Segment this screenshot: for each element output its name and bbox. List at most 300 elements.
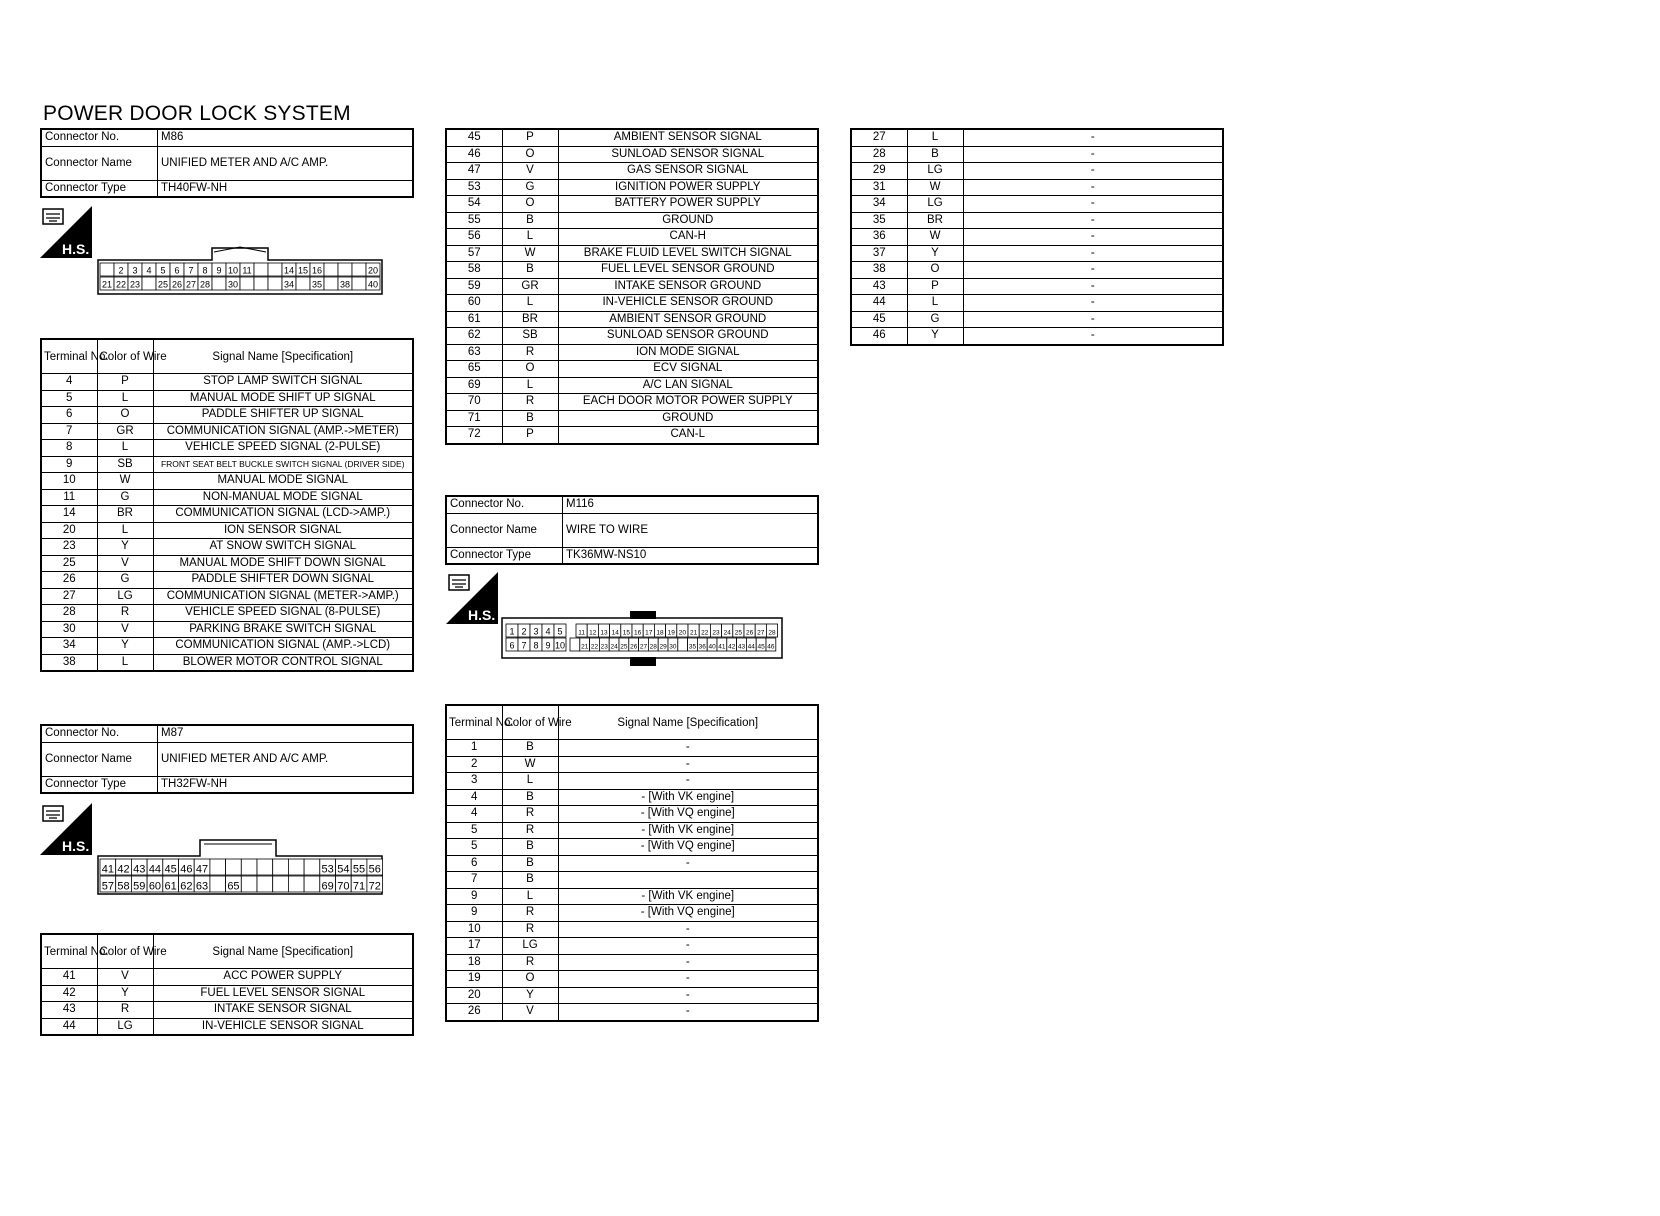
pin-number: 21: [581, 643, 589, 651]
signal-name-cell: NON-MANUAL MODE SIGNAL: [153, 489, 413, 506]
signal-name-cell: CAN-H: [558, 229, 818, 246]
pin-number: 35: [688, 643, 697, 651]
terminal-no-cell: 55: [446, 212, 502, 229]
pin-number: 46: [767, 643, 775, 651]
connector-name-label: Connector Name: [41, 146, 158, 180]
table-row: [41, 456, 413, 473]
signal-name-header: Signal Name [Specification]: [153, 339, 413, 374]
terminal-no-cell: 26: [446, 1004, 502, 1021]
wire-color-cell: G: [502, 179, 558, 196]
table-row: [446, 278, 818, 295]
signal-name-cell: -: [963, 262, 1223, 279]
pin-number: 60: [148, 880, 162, 893]
signal-name-cell: AMBIENT SENSOR SIGNAL: [558, 129, 818, 146]
pin-cell: [268, 277, 282, 290]
terminal-no-cell: 36: [851, 229, 907, 246]
terminal-no-cell: 11: [41, 489, 97, 506]
terminal-no-cell: 44: [851, 295, 907, 312]
signal-name-cell: IN-VEHICLE SENSOR SIGNAL: [153, 1018, 413, 1035]
pin-number: 65: [227, 880, 240, 893]
table-row: [41, 638, 413, 655]
wire-color-cell: R: [97, 605, 153, 622]
terminal-no-cell: 44: [41, 1018, 97, 1035]
pin-cell: [296, 277, 310, 290]
pin-number: 71: [352, 880, 366, 893]
pin-number: 22: [115, 279, 127, 290]
table-row: [41, 506, 413, 523]
signal-name-cell: IN-VEHICLE SENSOR GROUND: [558, 295, 818, 312]
connector-name-value: UNIFIED METER AND A/C AMP.: [158, 146, 414, 180]
connector-no-label: Connector No.: [41, 129, 158, 146]
terminal-no-cell: 20: [446, 987, 502, 1004]
wire-color-cell: LG: [907, 196, 963, 213]
table-row: [41, 423, 413, 440]
pin-number: 26: [630, 643, 638, 651]
wire-color-cell: V: [502, 1004, 558, 1021]
table-row: [446, 328, 818, 345]
signal-name-cell: -: [963, 229, 1223, 246]
terminal-no-cell: 56: [446, 229, 502, 246]
terminal-no-cell: 61: [446, 311, 502, 328]
table-row: [851, 262, 1223, 279]
wire-color-cell: O: [907, 262, 963, 279]
signal-name-cell: -: [963, 146, 1223, 163]
terminal-no-cell: 45: [851, 311, 907, 328]
terminal-no-cell: 30: [41, 621, 97, 638]
signal-name-cell: GAS SENSOR SIGNAL: [558, 163, 818, 180]
pin-number: 44: [148, 863, 162, 876]
pin-number: 30: [227, 279, 239, 290]
table-row: [41, 1002, 413, 1019]
pin-cell: [257, 876, 273, 892]
pin-number: 40: [708, 643, 716, 651]
connector-type-value: TH32FW-NH: [158, 776, 414, 793]
pin-number: 43: [133, 863, 146, 876]
terminal-no-cell: 26: [41, 572, 97, 589]
signal-name-cell: -: [558, 1004, 818, 1021]
table-row: [446, 773, 818, 790]
signal-name-cell: VEHICLE SPEED SIGNAL (2-PULSE): [153, 440, 413, 457]
pin-number: 15: [297, 265, 309, 276]
table-row: [851, 129, 1223, 146]
table-row: [446, 344, 818, 361]
pin-number: 22: [590, 643, 599, 651]
signal-name-cell: -: [963, 196, 1223, 213]
pin-number: 10: [227, 265, 239, 276]
pin-number: 11: [578, 629, 585, 637]
signal-name-cell: -: [963, 295, 1223, 312]
terminal-no-cell: 10: [41, 473, 97, 490]
wire-color-cell: L: [97, 522, 153, 539]
table-row: [41, 374, 413, 391]
pin-number: 20: [367, 265, 379, 276]
signal-name-cell: - [With VK engine]: [558, 789, 818, 806]
terminal-no-cell: 27: [851, 129, 907, 146]
wire-color-cell: Y: [907, 245, 963, 262]
pin-cell: [288, 859, 304, 875]
pin-cell: [324, 263, 338, 276]
pin-number: 34: [283, 279, 295, 290]
terminal-no-cell: 18: [446, 954, 502, 971]
terminal-no-cell: 38: [41, 654, 97, 671]
terminal-no-cell: 31: [851, 179, 907, 196]
wire-color-cell: R: [502, 905, 558, 922]
pin-number: 42: [117, 863, 130, 876]
pin-number: 45: [757, 643, 765, 651]
m116-connector-face: [500, 610, 786, 673]
signal-name-cell: - [With VQ engine]: [558, 806, 818, 823]
pin-number: 58: [117, 880, 130, 893]
terminal-no-cell: 19: [446, 971, 502, 988]
pin-number: 47: [195, 863, 209, 876]
signal-name-cell: -: [558, 987, 818, 1004]
pin-number: 21: [101, 279, 113, 290]
hs-label: H.S.: [62, 241, 90, 257]
wire-color-cell: Y: [907, 328, 963, 345]
pin-number: 22: [701, 629, 709, 637]
pin-number: 4: [545, 626, 551, 637]
wire-color-cell: G: [97, 489, 153, 506]
pin-number: 18: [656, 629, 664, 637]
pin-number: 8: [533, 640, 539, 651]
signal-name-cell: BLOWER MOTOR CONTROL SIGNAL: [153, 654, 413, 671]
pin-number: 1: [509, 626, 515, 637]
wire-color-cell: L: [97, 654, 153, 671]
connector-m87-info: [40, 724, 414, 794]
pin-number: 56: [368, 863, 381, 876]
wire-color-cell: BR: [907, 212, 963, 229]
wire-color-cell: B: [502, 839, 558, 856]
pin-cell: [212, 277, 226, 290]
table-row: [446, 740, 818, 757]
pin-cell: [226, 859, 242, 875]
terminal-no-cell: 43: [41, 1002, 97, 1019]
connector-type-value: TH40FW-NH: [158, 180, 414, 197]
table-row: [446, 789, 818, 806]
pin-number: 3: [132, 265, 138, 276]
pin-cell: [273, 876, 289, 892]
wire-color-cell: Y: [97, 539, 153, 556]
connector-type-label: Connector Type: [446, 547, 563, 564]
pin-number: 7: [521, 640, 527, 651]
wire-color-cell: B: [502, 872, 558, 889]
wire-color-cell: V: [97, 969, 153, 986]
wire-color-cell: Y: [502, 987, 558, 1004]
table-row: [41, 390, 413, 407]
color-of-wire-header: Color of Wire: [97, 339, 153, 374]
wire-color-cell: P: [502, 427, 558, 444]
m116-terminal-table-a: [445, 704, 819, 1022]
signal-name-cell: -: [963, 245, 1223, 262]
pin-number: 25: [620, 643, 628, 651]
wire-color-cell: V: [97, 555, 153, 572]
pin-number: 16: [633, 629, 642, 637]
table-row: [41, 489, 413, 506]
m87-terminal-table-b: [445, 128, 819, 445]
pin-number: 14: [283, 265, 295, 276]
table-row: [41, 1018, 413, 1035]
signal-name-cell: INTAKE SENSOR GROUND: [558, 278, 818, 295]
pin-number: 23: [600, 643, 608, 651]
pin-number: 6: [174, 265, 180, 276]
signal-name-cell: GROUND: [558, 212, 818, 229]
pin-cell: [254, 277, 268, 290]
wire-color-cell: GR: [502, 278, 558, 295]
table-row: [851, 163, 1223, 180]
table-row: [851, 278, 1223, 295]
signal-name-cell: -: [963, 328, 1223, 345]
wire-color-cell: R: [97, 1002, 153, 1019]
terminal-no-cell: 60: [446, 295, 502, 312]
signal-name-cell: PADDLE SHIFTER DOWN SIGNAL: [153, 572, 413, 589]
signal-name-cell: FUEL LEVEL SENSOR SIGNAL: [153, 985, 413, 1002]
pin-number: 69: [321, 880, 334, 893]
pin-number: 11: [242, 265, 252, 276]
table-row: [446, 855, 818, 872]
signal-name-cell: VEHICLE SPEED SIGNAL (8-PULSE): [153, 605, 413, 622]
color-of-wire-header: Color of Wire: [97, 934, 153, 969]
wire-color-cell: R: [502, 806, 558, 823]
signal-name-cell: COMMUNICATION SIGNAL (LCD->AMP.): [153, 506, 413, 523]
pin-number: 20: [678, 629, 687, 637]
wire-color-cell: W: [502, 756, 558, 773]
pin-cell: [254, 263, 268, 276]
terminal-no-cell: 6: [41, 407, 97, 424]
signal-name-cell: -: [963, 163, 1223, 180]
m87-connector-face: [96, 838, 386, 903]
table-row: [446, 245, 818, 262]
signal-name-cell: COMMUNICATION SIGNAL (METER->AMP.): [153, 588, 413, 605]
terminal-no-cell: 53: [446, 179, 502, 196]
table-row: [851, 328, 1223, 345]
pin-number: 21: [689, 629, 698, 637]
terminal-no-cell: 23: [41, 539, 97, 556]
pin-number: 28: [649, 643, 657, 651]
wire-color-cell: P: [97, 374, 153, 391]
pin-number: 55: [352, 863, 366, 876]
terminal-no-cell: 7: [41, 423, 97, 440]
wire-color-cell: SB: [97, 456, 153, 473]
pin-number: 44: [747, 643, 755, 651]
terminal-no-cell: 9: [41, 456, 97, 473]
signal-name-cell: ACC POWER SUPPLY: [153, 969, 413, 986]
pin-number: 41: [718, 643, 726, 651]
pin-number: 2: [118, 265, 124, 276]
terminal-no-cell: 29: [851, 163, 907, 180]
hs-icon: [446, 572, 498, 629]
pin-number: 23: [712, 629, 720, 637]
pin-number: 8: [202, 265, 208, 276]
table-row: [851, 229, 1223, 246]
table-row: [446, 196, 818, 213]
terminal-no-cell: 20: [41, 522, 97, 539]
signal-name-cell: PARKING BRAKE SWITCH SIGNAL: [153, 621, 413, 638]
pin-cell: [304, 876, 320, 892]
terminal-no-cell: 37: [851, 245, 907, 262]
wire-color-cell: L: [502, 377, 558, 394]
terminal-no-cell: 72: [446, 427, 502, 444]
signal-name-cell: -: [558, 773, 818, 790]
pin-number: 72: [368, 880, 381, 893]
wire-color-cell: B: [502, 789, 558, 806]
wire-color-cell: B: [907, 146, 963, 163]
pin-cell: [273, 859, 289, 875]
wire-color-cell: O: [502, 146, 558, 163]
wire-color-cell: Y: [97, 638, 153, 655]
terminal-no-cell: 17: [446, 938, 502, 955]
m116-terminal-table-b: [850, 128, 1224, 346]
wire-color-cell: L: [97, 440, 153, 457]
pin-number: 13: [600, 629, 608, 637]
signal-name-cell: - [With VK engine]: [558, 888, 818, 905]
terminal-no-cell: 45: [446, 129, 502, 146]
pin-cell: [142, 277, 156, 290]
wire-color-cell: L: [907, 129, 963, 146]
signal-name-cell: -: [558, 855, 818, 872]
pin-number: 19: [667, 629, 675, 637]
wire-color-cell: R: [502, 921, 558, 938]
signal-name-cell: -: [558, 756, 818, 773]
terminal-no-cell: 54: [446, 196, 502, 213]
table-row: [446, 839, 818, 856]
pin-number: 3: [533, 626, 539, 637]
table-row: [446, 262, 818, 279]
connector-no-value: M116: [563, 496, 819, 513]
signal-name-cell: -: [963, 278, 1223, 295]
terminal-no-cell: 41: [41, 969, 97, 986]
terminal-no-cell: 8: [41, 440, 97, 457]
terminal-no-cell: 7: [446, 872, 502, 889]
wire-color-cell: W: [502, 245, 558, 262]
terminal-no-cell: 70: [446, 394, 502, 411]
terminal-no-cell: 10: [446, 921, 502, 938]
pin-number: 9: [545, 640, 551, 651]
wire-color-cell: L: [502, 229, 558, 246]
terminal-no-cell: 63: [446, 344, 502, 361]
terminal-no-cell: 9: [446, 888, 502, 905]
table-row: [446, 361, 818, 378]
table-row: [446, 179, 818, 196]
pin-number: 27: [639, 643, 648, 651]
pin-number: 59: [133, 880, 146, 893]
pin-cell: [352, 277, 366, 290]
wire-color-cell: Y: [97, 985, 153, 1002]
terminal-no-header: Terminal No.: [41, 934, 97, 969]
wire-color-cell: G: [907, 311, 963, 328]
connector-m116-info: [445, 495, 819, 565]
table-row: [446, 987, 818, 1004]
table-row: [446, 806, 818, 823]
connector-type-value: TK36MW-NS10: [563, 547, 819, 564]
pin-number: 10: [554, 640, 566, 651]
wire-color-cell: B: [502, 740, 558, 757]
terminal-no-cell: 59: [446, 278, 502, 295]
signal-name-cell: STOP LAMP SWITCH SIGNAL: [153, 374, 413, 391]
signal-name-cell: AT SNOW SWITCH SIGNAL: [153, 539, 413, 556]
terminal-no-cell: 9: [446, 905, 502, 922]
terminal-no-cell: 1: [446, 740, 502, 757]
table-row: [41, 654, 413, 671]
table-row: [446, 394, 818, 411]
connector-name-value: UNIFIED METER AND A/C AMP.: [158, 742, 414, 776]
pin-number: 29: [659, 643, 667, 651]
connector-no-value: M86: [158, 129, 414, 146]
m86-connector-face: [96, 246, 386, 303]
table-row: [41, 969, 413, 986]
terminal-no-cell: 62: [446, 328, 502, 345]
table-row: [446, 427, 818, 444]
pin-number: 5: [557, 626, 563, 637]
pin-number: 7: [188, 265, 194, 276]
terminal-no-cell: 71: [446, 410, 502, 427]
pin-number: 16: [311, 265, 323, 276]
table-row: [446, 872, 818, 889]
m87-terminal-table-a: [40, 933, 414, 1036]
wire-color-cell: LG: [907, 163, 963, 180]
table-row: [446, 129, 818, 146]
signal-name-cell: BATTERY POWER SUPPLY: [558, 196, 818, 213]
table-row: [851, 295, 1223, 312]
terminal-no-cell: 25: [41, 555, 97, 572]
pin-cell: [268, 263, 282, 276]
table-row: [41, 985, 413, 1002]
signal-name-cell: BRAKE FLUID LEVEL SWITCH SIGNAL: [558, 245, 818, 262]
wire-color-cell: B: [502, 410, 558, 427]
signal-name-cell: IGNITION POWER SUPPLY: [558, 179, 818, 196]
table-row: [446, 212, 818, 229]
pin-cell: [338, 263, 352, 276]
wire-color-cell: LG: [97, 588, 153, 605]
wire-color-cell: L: [502, 773, 558, 790]
pin-number: 42: [728, 643, 736, 651]
connector-no-value: M87: [158, 725, 414, 742]
signal-name-cell: MANUAL MODE SIGNAL: [153, 473, 413, 490]
wire-color-cell: W: [97, 473, 153, 490]
pin-number: 36: [698, 643, 706, 651]
pin-number: 61: [164, 880, 177, 893]
terminal-no-cell: 28: [41, 605, 97, 622]
table-row: [446, 905, 818, 922]
table-row: [41, 555, 413, 572]
terminal-no-cell: 5: [446, 822, 502, 839]
table-row: [446, 377, 818, 394]
wire-color-cell: BR: [97, 506, 153, 523]
terminal-no-cell: 46: [446, 146, 502, 163]
wire-color-cell: L: [502, 295, 558, 312]
table-row: [446, 921, 818, 938]
wire-color-cell: L: [502, 888, 558, 905]
pin-number: 6: [509, 640, 515, 651]
table-row: [41, 572, 413, 589]
terminal-no-cell: 14: [41, 506, 97, 523]
table-row: [446, 756, 818, 773]
table-row: [41, 588, 413, 605]
wire-color-cell: L: [907, 295, 963, 312]
table-row: [851, 311, 1223, 328]
table-row: [41, 407, 413, 424]
signal-name-cell: COMMUNICATION SIGNAL (AMP.->METER): [153, 423, 413, 440]
signal-name-cell: -: [963, 212, 1223, 229]
pin-number: 23: [129, 279, 141, 290]
table-row: [41, 473, 413, 490]
terminal-no-cell: 28: [851, 146, 907, 163]
pin-number: 35: [311, 279, 323, 290]
pin-cell: [570, 638, 580, 651]
table-row: [851, 212, 1223, 229]
table-row: [446, 1004, 818, 1021]
signal-name-cell: FRONT SEAT BELT BUCKLE SWITCH SIGNAL (DRIVER SIDE): [153, 456, 413, 473]
pin-number: 41: [101, 863, 114, 876]
